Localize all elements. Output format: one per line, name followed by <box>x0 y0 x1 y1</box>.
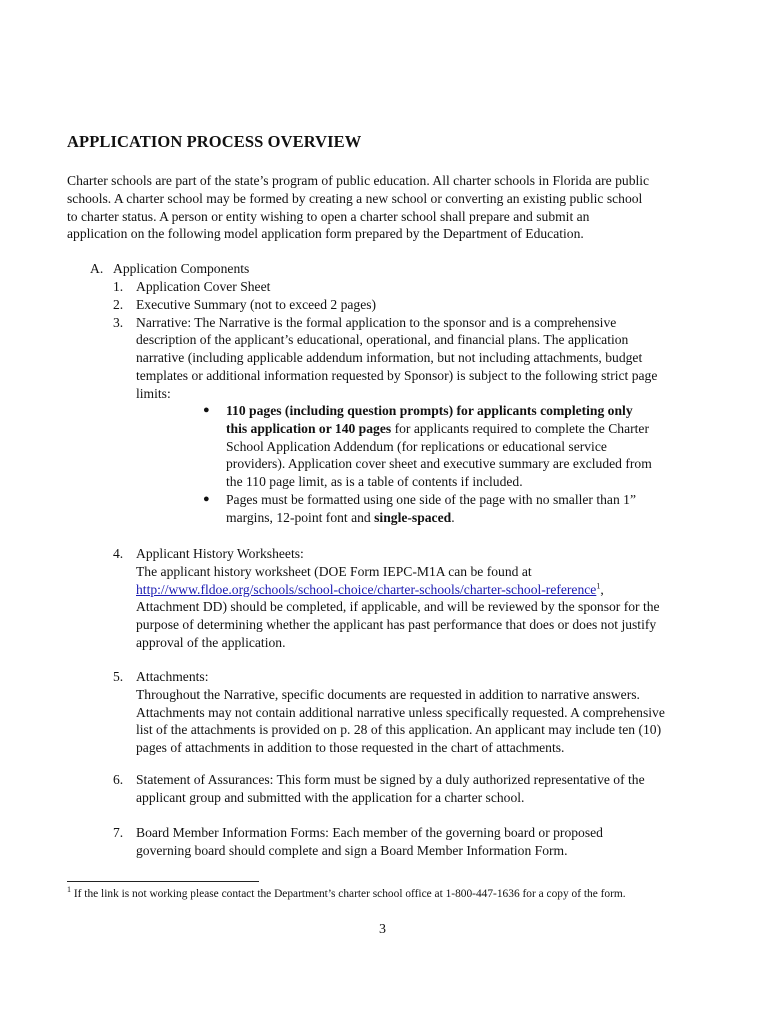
footnote-text: If the link is not working please contact the Department’s charter school office at 1-800-447-1636 for a copy of the form. <box>71 888 626 900</box>
text-line: School Application Addendum (for replications or educational service <box>226 438 607 454</box>
intro-line: application on the following model application form prepared by the Department of Education. <box>67 226 584 242</box>
text-line: Pages must be formatted using one side of the page with no smaller than 1” <box>226 492 636 507</box>
bullet-icon: ● <box>203 493 210 505</box>
intro-line: Charter schools are part of the state’s program of public education. All charter schools in Florida are public <box>67 173 650 188</box>
section-a-marker: A. <box>90 261 104 276</box>
list-item <box>113 278 713 296</box>
bullet-icon: ● <box>203 404 210 416</box>
item-title: Applicant History Worksheets: <box>136 546 304 561</box>
item-5 <box>113 668 665 757</box>
text-run: , <box>600 581 604 597</box>
list-number: 1. <box>113 279 124 294</box>
section-a-heading <box>90 260 250 278</box>
list-number: 5. <box>113 669 124 684</box>
text-run: margins, 12-point font and <box>226 509 375 525</box>
list-number: 6. <box>113 772 124 787</box>
bold-text: this application or 140 pages <box>226 420 392 436</box>
footnote <box>67 885 626 900</box>
text-line: applicant group and submitted with the application for a charter school. <box>136 789 525 805</box>
text-line: providers). Application cover sheet and executive summary are excluded from <box>226 456 652 472</box>
bold-text: 110 pages (including question prompts) for applicants completing only <box>226 403 633 418</box>
item-title: Attachments: <box>136 669 209 684</box>
list-item-text: Narrative: The Narrative is the formal application to the sponsor and is a comprehensive <box>136 314 617 330</box>
section-a-list <box>113 278 713 403</box>
intro-line: schools. A charter school may be formed by creating a new school or converting an existing public school <box>67 190 643 206</box>
text-line: Statement of Assurances: This form must be signed by a duly authorized representative of the <box>136 772 645 787</box>
list-item <box>113 296 713 314</box>
text-line: Board Member Information Forms: Each member of the governing board or proposed <box>136 825 603 840</box>
intro-paragraph <box>67 172 707 243</box>
list-number: 7. <box>113 825 124 840</box>
footnote-ref: 1 <box>596 581 601 591</box>
list-number: 4. <box>113 546 124 561</box>
item-4 <box>113 545 660 652</box>
text-line: list of the attachments is provided on p. 28 of this application. An applicant may include ten (10) <box>136 722 662 738</box>
text-line: pages of attachments in addition to those requested in the chart of attachments. <box>136 740 565 756</box>
page-number: 3 <box>379 922 386 937</box>
bullet-item <box>203 402 652 491</box>
text-line: The applicant history worksheet (DOE Form IEPC-M1A can be found at <box>136 563 532 579</box>
page-title: APPLICATION PROCESS OVERVIEW <box>67 132 362 151</box>
text-line: limits: <box>136 385 171 401</box>
text-line: approval of the application. <box>136 634 286 650</box>
text-line: Attachments may not contain additional narrative unless specifically requested. A comprehensive <box>136 704 665 720</box>
bold-text: single-spaced <box>374 509 452 525</box>
list-number: 3. <box>113 314 124 330</box>
footnote-number: 1 <box>67 885 71 895</box>
text-line: the 110 page limit, as is a table of contents if included. <box>226 474 523 490</box>
reference-link[interactable]: http://www.fldoe.org/schools/school-choice/charter-schools/charter-school-reference <box>136 581 597 597</box>
text-run: for applicants required to complete the Charter <box>391 420 649 436</box>
text-line: Throughout the Narrative, specific documents are requested in addition to narrative answers. <box>136 686 640 702</box>
footnote-divider <box>67 881 259 882</box>
item-6 <box>113 771 645 807</box>
item-7 <box>113 824 603 860</box>
text-line: narrative (including applicable addendum information, but not including attachments, budget <box>136 350 643 366</box>
bullet-item <box>203 491 636 527</box>
text-run: . <box>451 509 455 525</box>
text-line: Attachment DD) should be completed, if applicable, and will be reviewed by the sponsor for the <box>136 599 660 615</box>
text-line: templates or additional information requested by Sponsor) is subject to the following strict page <box>136 367 658 383</box>
text-line: description of the applicant’s educational, operational, and financial plans. The application <box>136 332 629 348</box>
section-a-title: Application Components <box>113 261 250 276</box>
text-line: governing board should complete and sign a Board Member Information Form. <box>136 842 568 858</box>
list-item-text: Application Cover Sheet <box>136 279 271 294</box>
text-line: purpose of determining whether the applicant has past performance that does or does not justify <box>136 617 657 633</box>
list-number: 2. <box>113 296 124 312</box>
list-item <box>113 314 713 332</box>
intro-line: to charter status. A person or entity wishing to open a charter school shall prepare and submit an <box>67 208 590 224</box>
list-item-text: Executive Summary (not to exceed 2 pages) <box>136 296 377 312</box>
item3-continuation <box>113 331 713 402</box>
